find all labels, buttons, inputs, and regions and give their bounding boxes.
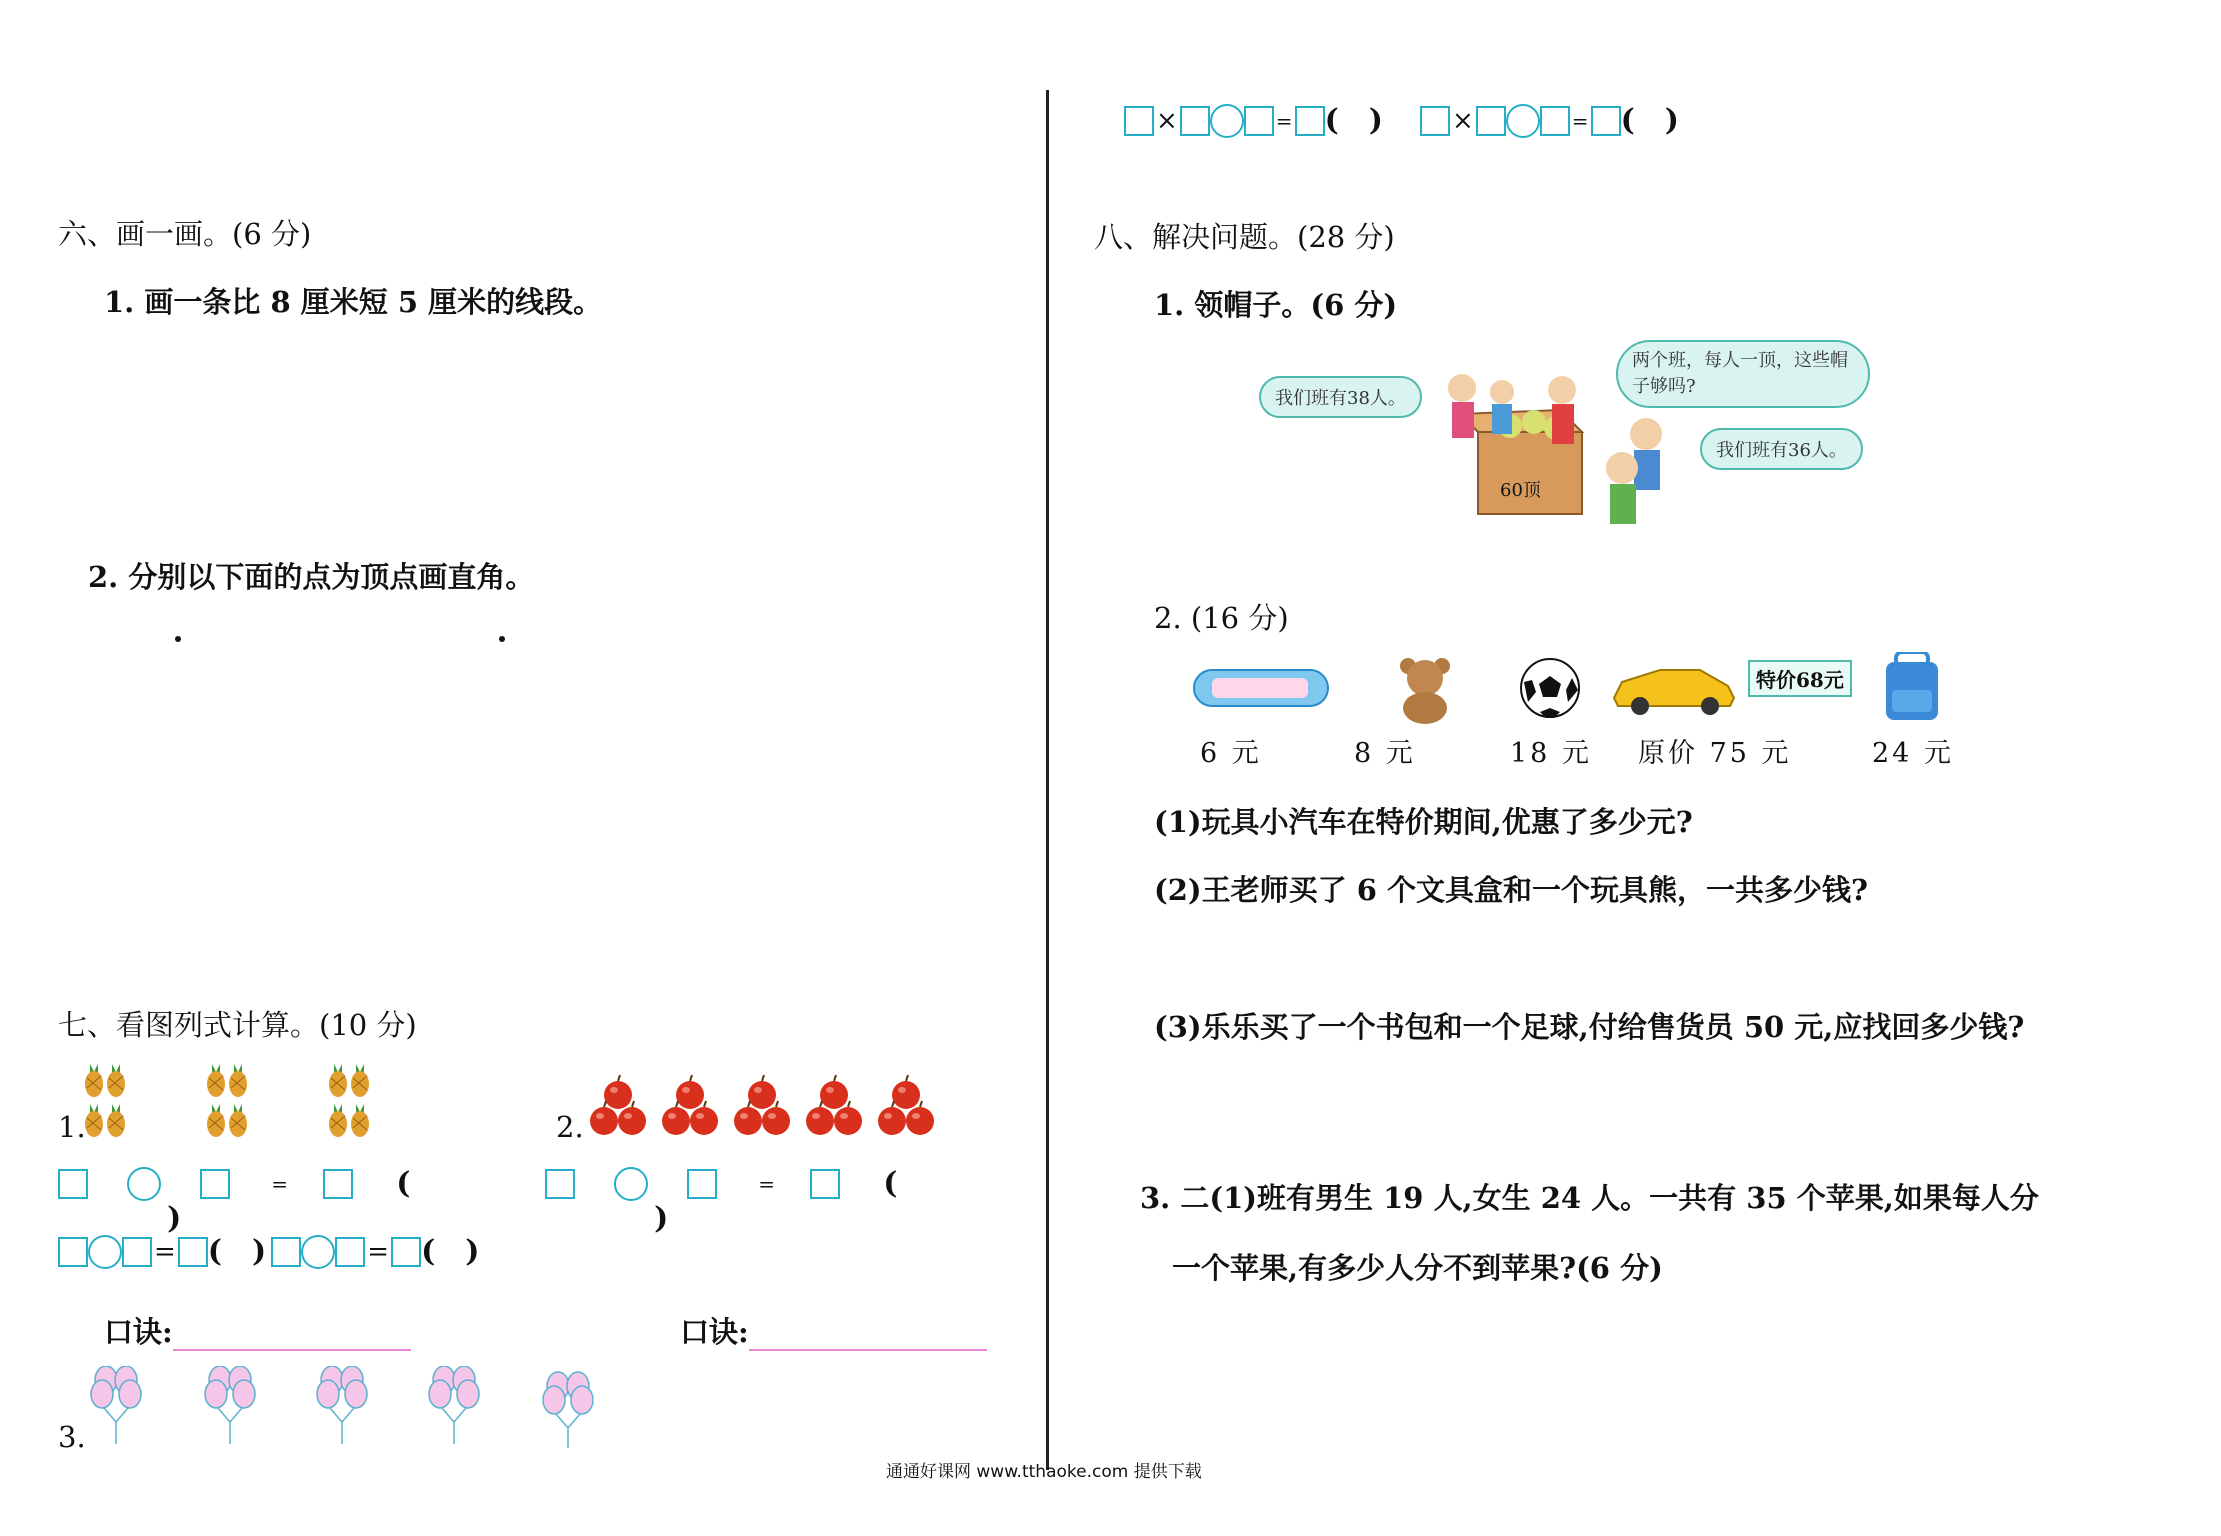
answer-box[interactable] (323, 1169, 353, 1199)
section-7-title: 七、看图列式计算。(10 分) (58, 1008, 417, 1042)
answer-box[interactable] (1476, 106, 1506, 136)
price-teddy-bear: 8 元 (1354, 738, 1416, 769)
operator-circle[interactable] (614, 1167, 648, 1201)
right-paren: ) (252, 1234, 267, 1269)
section-8-title: 八、解决问题。(28 分) (1094, 220, 1395, 254)
hat-box-label: 60顶 (1500, 480, 1541, 501)
right-paren: ) (465, 1234, 480, 1269)
koujue-label: 口诀: (680, 1315, 749, 1349)
toy-car-icon (1614, 670, 1734, 715)
teddy-bear-icon (1400, 658, 1450, 724)
equals-sign: = (1571, 108, 1589, 133)
section-6-title: 六、画一画。(6 分) (58, 217, 312, 251)
operator-circle[interactable] (1506, 104, 1540, 138)
operator-circle[interactable] (1210, 104, 1244, 138)
question-6-1: 1. 画一条比 8 厘米短 5 厘米的线段。 (104, 285, 603, 319)
answer-box[interactable] (810, 1169, 840, 1199)
right-paren: ) (1368, 103, 1383, 138)
answer-box[interactable] (1295, 106, 1325, 136)
koujue-2 (680, 1310, 987, 1351)
operator-circle[interactable] (127, 1167, 161, 1201)
answer-box[interactable] (271, 1237, 301, 1267)
right-paren: ) (654, 1201, 669, 1236)
question-8-2-1: (1)玩具小汽车在特价期间,优惠了多少元? (1154, 805, 1693, 839)
koujue-1 (104, 1310, 411, 1351)
soccer-ball-icon (1521, 659, 1579, 718)
answer-box[interactable] (1540, 106, 1570, 136)
koujue-1-line[interactable] (173, 1325, 411, 1351)
question-8-3-line-2: 一个苹果,有多少人分不到苹果?(6 分) (1172, 1251, 1663, 1285)
answer-box[interactable] (1420, 106, 1450, 136)
speech-bubble-top: 两个班，每人一顶，这些帽子够吗? (1616, 340, 1870, 408)
backpack-icon (1886, 652, 1938, 720)
footer-source: 通通好课网 www.tthaoke.com 提供下载 (886, 1462, 1202, 1482)
column-divider (1046, 90, 1049, 1470)
answer-box[interactable] (58, 1169, 88, 1199)
price-soccer-ball: 18 元 (1510, 738, 1592, 769)
operator-circle[interactable] (88, 1235, 122, 1269)
answer-box[interactable] (1180, 106, 1210, 136)
equation-top-left (1124, 103, 1383, 138)
right-paren: ) (1664, 103, 1679, 138)
vertex-dot-2 (499, 636, 505, 642)
apple-picture (586, 1075, 946, 1145)
equals-sign: = (1275, 108, 1293, 133)
children-hats-illustration (1440, 360, 1700, 540)
times-sign: × (1156, 105, 1178, 136)
equals-sign: = (271, 1171, 289, 1196)
problem-7-1-number: 1. (58, 1110, 86, 1144)
operator-circle[interactable] (301, 1235, 335, 1269)
speech-bubble-left: 我们班有38人。 (1259, 376, 1422, 418)
question-8-2: 2. (16 分) (1154, 601, 1289, 635)
right-paren: ) (167, 1201, 182, 1236)
left-paren: ( (1620, 103, 1635, 138)
problem-7-2-number: 2. (556, 1110, 584, 1144)
question-8-3-line-1: 3. 二(1)班有男生 19 人,女生 24 人。一共有 35 个苹果,如果每人分 (1140, 1181, 2039, 1215)
sale-price-tag: 特价68元 (1748, 660, 1852, 697)
answer-box[interactable] (178, 1237, 208, 1267)
equation-7-3 (58, 1234, 480, 1269)
equation-7-1 (58, 1166, 518, 1236)
question-6-2: 2. 分别以下面的点为顶点画直角。 (88, 560, 535, 594)
problem-7-3-number: 3. (58, 1420, 86, 1454)
left-paren: ( (1324, 103, 1339, 138)
speech-bubble-right: 我们班有36人。 (1700, 428, 1863, 470)
price-pencil-case: 6 元 (1200, 738, 1262, 769)
question-8-2-2: (2)王老师买了 6 个文具盒和一个玩具熊，一共多少钱? (1154, 873, 1868, 907)
question-8-1: 1. 领帽子。(6 分) (1154, 288, 1398, 322)
answer-box[interactable] (1124, 106, 1154, 136)
question-8-2-3: (3)乐乐买了一个书包和一个足球,付给售货员 50 元,应找回多少钱? (1154, 1010, 2025, 1044)
items-picture (1190, 652, 1990, 726)
left-paren: ( (421, 1234, 436, 1269)
price-toy-car: 原价 75 元 (1638, 738, 1792, 769)
answer-box[interactable] (335, 1237, 365, 1267)
answer-box[interactable] (391, 1237, 421, 1267)
equation-7-2 (545, 1166, 1005, 1236)
left-paren: ( (396, 1166, 411, 1201)
koujue-label: 口诀: (104, 1315, 173, 1349)
koujue-2-line[interactable] (749, 1325, 987, 1351)
answer-box[interactable] (122, 1237, 152, 1267)
equals-sign: = (758, 1171, 776, 1196)
price-backpack: 24 元 (1872, 738, 1954, 769)
answer-box[interactable] (545, 1169, 575, 1199)
pencil-case-icon (1194, 670, 1328, 706)
pineapple-picture (80, 1060, 420, 1142)
times-sign: × (1452, 105, 1474, 136)
answer-box[interactable] (58, 1237, 88, 1267)
answer-box[interactable] (200, 1169, 230, 1199)
answer-box[interactable] (1591, 106, 1621, 136)
equals-sign: = (154, 1236, 176, 1267)
balloon-picture (84, 1366, 604, 1448)
left-paren: ( (883, 1166, 898, 1201)
vertex-dot-1 (175, 636, 181, 642)
equals-sign: = (367, 1236, 390, 1267)
answer-box[interactable] (1244, 106, 1274, 136)
answer-box[interactable] (687, 1169, 717, 1199)
equation-top-right (1420, 103, 1679, 138)
left-paren: ( (207, 1234, 222, 1269)
